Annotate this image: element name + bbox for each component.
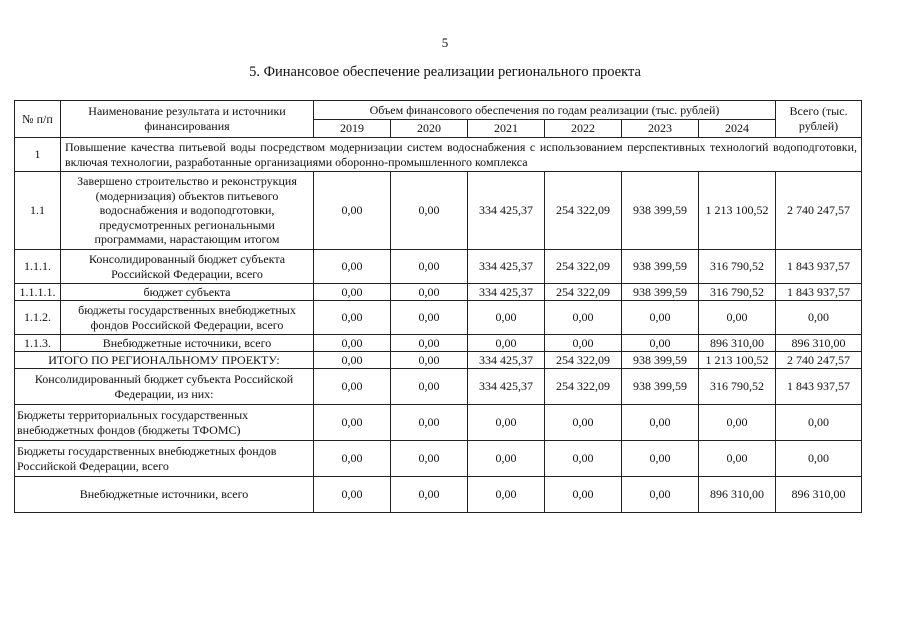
row-value: 316 790,52: [699, 250, 776, 284]
total-total: 2 740 247,57: [776, 352, 862, 369]
section-description: Повышение качества питьевой воды посредством модернизации систем водоснабжения с использованием перспективных технологий водоподготовки, включая технологии, разработанные организациями оборонно-промышленного комплекса: [61, 138, 862, 172]
total-value: 0,00: [622, 405, 699, 441]
row-value: 0,00: [391, 250, 468, 284]
total-value: 0,00: [314, 405, 391, 441]
total-value: 0,00: [545, 477, 622, 513]
header-name: Наименование результата и источники финансирования: [61, 101, 314, 138]
section-title: 5. Финансовое обеспечение реализации регионального проекта: [249, 64, 641, 80]
financing-table: [14, 100, 862, 513]
row-name: Консолидированный бюджет субъекта Российской Федерации, всего: [61, 250, 314, 284]
header-volume: Объем финансового обеспечения по годам реализации (тыс. рублей): [314, 101, 776, 120]
total-value: 254 322,09: [545, 352, 622, 369]
total-value: 0,00: [391, 352, 468, 369]
total-value: 0,00: [391, 441, 468, 477]
row-num: 1.1.1.1.: [15, 284, 61, 301]
row-value: 254 322,09: [545, 284, 622, 301]
total-value: 0,00: [622, 441, 699, 477]
row-value: 0,00: [391, 284, 468, 301]
total-total: 896 310,00: [776, 477, 862, 513]
header-year: 2024: [699, 120, 776, 138]
row-value: 938 399,59: [622, 284, 699, 301]
total-name: Бюджеты государственных внебюджетных фондов Российской Федерации, всего: [15, 441, 314, 477]
row-value: 0,00: [314, 250, 391, 284]
row-value: 254 322,09: [545, 172, 622, 250]
total-value: 0,00: [468, 477, 545, 513]
header-year: 2022: [545, 120, 622, 138]
row-value: 334 425,37: [468, 172, 545, 250]
row-value: 334 425,37: [468, 250, 545, 284]
total-value: 0,00: [314, 477, 391, 513]
total-value: 1 213 100,52: [699, 352, 776, 369]
row-value: 0,00: [545, 335, 622, 352]
table-row: [15, 284, 862, 301]
row-value: 0,00: [314, 284, 391, 301]
total-value: 0,00: [391, 405, 468, 441]
total-value: 0,00: [314, 369, 391, 405]
header-year: 2023: [622, 120, 699, 138]
total-row: [15, 477, 862, 513]
row-total: 2 740 247,57: [776, 172, 862, 250]
total-name: Консолидированный бюджет субъекта Российской Федерации, из них:: [15, 369, 314, 405]
total-total: 1 843 937,57: [776, 369, 862, 405]
table-row: [15, 335, 862, 352]
total-value: 0,00: [622, 477, 699, 513]
total-value: 0,00: [699, 441, 776, 477]
header-num: № п/п: [15, 101, 61, 138]
total-value: 0,00: [314, 441, 391, 477]
total-value: 938 399,59: [622, 369, 699, 405]
table-row: [15, 250, 862, 284]
row-value: 0,00: [314, 335, 391, 352]
total-value: 0,00: [468, 405, 545, 441]
row-value: 0,00: [468, 301, 545, 335]
header-year: 2020: [391, 120, 468, 138]
total-name: ИТОГО ПО РЕГИОНАЛЬНОМУ ПРОЕКТУ:: [15, 352, 314, 369]
total-value: 0,00: [391, 369, 468, 405]
total-value: 0,00: [699, 405, 776, 441]
row-value: 0,00: [314, 172, 391, 250]
row-value: 0,00: [622, 335, 699, 352]
row-value: 0,00: [622, 301, 699, 335]
total-value: 0,00: [314, 352, 391, 369]
total-name: Бюджеты территориальных государственных внебюджетных фондов (бюджеты ТФОМС): [15, 405, 314, 441]
row-value: 0,00: [391, 335, 468, 352]
total-row: [15, 369, 862, 405]
header-total: Всего (тыс. рублей): [776, 101, 862, 138]
row-value: 0,00: [391, 172, 468, 250]
row-value: 0,00: [314, 301, 391, 335]
row-value: 0,00: [468, 335, 545, 352]
row-value: 0,00: [699, 301, 776, 335]
row-value: 1 213 100,52: [699, 172, 776, 250]
page-number: 5: [441, 35, 449, 50]
row-value: 0,00: [545, 301, 622, 335]
row-num: 1.1.1.: [15, 250, 61, 284]
row-value: 896 310,00: [699, 335, 776, 352]
header-year: 2021: [468, 120, 545, 138]
total-total: 0,00: [776, 441, 862, 477]
section-num: 1: [15, 138, 61, 172]
total-row: [15, 441, 862, 477]
row-name: бюджет субъекта: [61, 284, 314, 301]
row-num: 1.1: [15, 172, 61, 250]
header-year: 2019: [314, 120, 391, 138]
row-name: Внебюджетные источники, всего: [61, 335, 314, 352]
total-value: 316 790,52: [699, 369, 776, 405]
total-row: [15, 352, 862, 369]
row-value: 254 322,09: [545, 250, 622, 284]
row-value: 938 399,59: [622, 172, 699, 250]
row-value: 334 425,37: [468, 284, 545, 301]
row-value: 0,00: [391, 301, 468, 335]
row-num: 1.1.2.: [15, 301, 61, 335]
total-row: [15, 405, 862, 441]
table-row: [15, 301, 862, 335]
row-num: 1.1.3.: [15, 335, 61, 352]
row-name: бюджеты государственных внебюджетных фондов Российской Федерации, всего: [61, 301, 314, 335]
row-total: 0,00: [776, 301, 862, 335]
row-total: 1 843 937,57: [776, 284, 862, 301]
row-value: 938 399,59: [622, 250, 699, 284]
row-value: 316 790,52: [699, 284, 776, 301]
total-value: 254 322,09: [545, 369, 622, 405]
row-total: 896 310,00: [776, 335, 862, 352]
total-value: 896 310,00: [699, 477, 776, 513]
total-value: 0,00: [391, 477, 468, 513]
row-name: Завершено строительство и реконструкция (модернизация) объектов питьевого водоснабжения и водоподготовки, предусмотренных региональными программами, нарастающим итогом: [61, 172, 314, 250]
row-total: 1 843 937,57: [776, 250, 862, 284]
total-value: 334 425,37: [468, 352, 545, 369]
total-value: 0,00: [545, 405, 622, 441]
total-value: 0,00: [468, 441, 545, 477]
total-total: 0,00: [776, 405, 862, 441]
total-name: Внебюджетные источники, всего: [15, 477, 314, 513]
table-row: [15, 172, 862, 250]
total-value: 334 425,37: [468, 369, 545, 405]
total-value: 938 399,59: [622, 352, 699, 369]
total-value: 0,00: [545, 441, 622, 477]
